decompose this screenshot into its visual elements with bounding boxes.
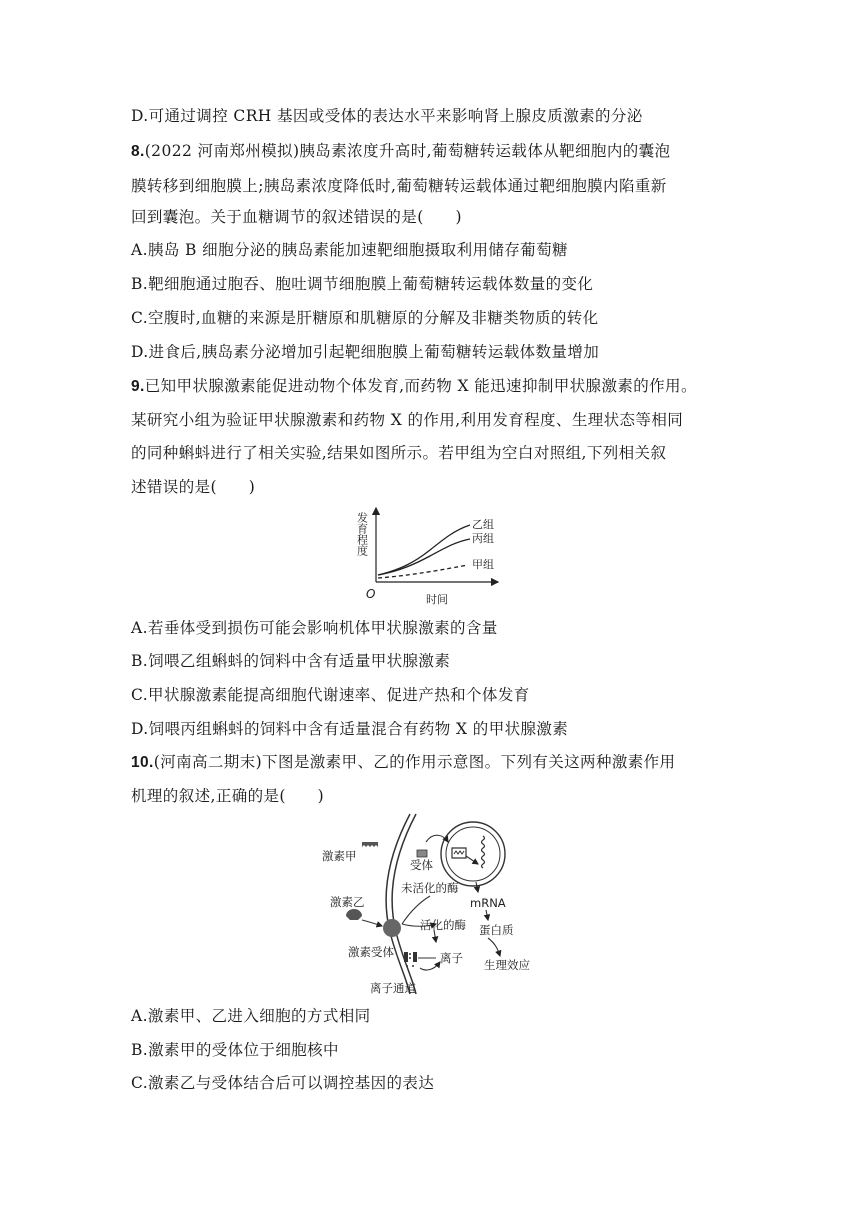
origin-label: O bbox=[366, 587, 376, 601]
hormone-b-icon bbox=[346, 909, 362, 920]
q8-option-c: C.空腹时,血糖的来源是肝糖原和肌糖原的分解及非糖类物质的转化 bbox=[131, 309, 599, 327]
q10-option-a: A.激素甲、乙进入细胞的方式相同 bbox=[131, 1007, 371, 1025]
q8-number: 8. bbox=[131, 143, 145, 160]
q10-stem-line-2: 机理的叙述,正确的是( ) bbox=[131, 787, 325, 805]
label-ion-channel: 离子通道 bbox=[370, 981, 416, 995]
q9-option-a: A.若垂体受到损伤可能会影响机体甲状腺激素的含量 bbox=[131, 619, 498, 637]
nucleus-outer bbox=[441, 822, 505, 886]
q8-option-a: A.胰岛 B 细胞分泌的胰岛素能加速靶细胞摄取利用储存葡萄糖 bbox=[131, 241, 568, 259]
cytoplasm-receptor bbox=[417, 850, 427, 857]
label-receptor: 受体 bbox=[410, 858, 433, 872]
label-protein: 蛋白质 bbox=[479, 923, 514, 937]
q9-stem-line-4: 述错误的是( ) bbox=[131, 478, 256, 496]
y-axis-label: 发育程度 bbox=[355, 512, 369, 556]
label-active-enzyme: 活化的酶 bbox=[420, 918, 466, 932]
dna-coil bbox=[482, 836, 485, 868]
q8-option-d: D.进食后,胰岛素分泌增加引起靶细胞膜上葡萄糖转运载体数量增加 bbox=[131, 343, 600, 361]
q9-number: 9. bbox=[131, 378, 145, 395]
label-hormone-a: 激素甲 bbox=[322, 849, 357, 863]
label-ion: 离子 bbox=[440, 951, 463, 965]
q8-option-b: B.靶细胞通过胞吞、胞吐调节细胞膜上葡萄糖转运载体数量的变化 bbox=[131, 275, 594, 293]
label-hormone-receptor: 激素受体 bbox=[348, 945, 394, 959]
series-yi-label: 乙组 bbox=[472, 518, 494, 531]
q9-stem-line-1: 9.已知甲状腺激素能促进动物个体发育,而药物 X 能迅速抑制甲状腺激素的作用。 bbox=[131, 377, 697, 395]
series-bing-line bbox=[378, 539, 470, 575]
q9-option-d: D.饲喂丙组蝌蚪的饲料中含有适量混合有药物 X 的甲状腺激素 bbox=[131, 720, 569, 738]
label-effect: 生理效应 bbox=[484, 958, 530, 972]
q10-stem-line-1: 10.(河南高二期末)下图是激素甲、乙的作用示意图。下列有关这两种激素作用 bbox=[131, 753, 676, 771]
series-bing-label: 丙组 bbox=[472, 532, 494, 545]
q10-option-c: C.激素乙与受体结合后可以调控基因的表达 bbox=[131, 1074, 435, 1092]
q8-stem-line-3: 回到囊泡。关于血糖调节的叙述错误的是( ) bbox=[131, 208, 462, 226]
x-axis-label: 时间 bbox=[426, 593, 448, 606]
q9-development-chart bbox=[350, 502, 520, 607]
q8-stem-line-1: 8.(2022 河南郑州模拟)胰岛素浓度升高时,葡萄糖转运载体从靶细胞内的囊泡 bbox=[131, 142, 671, 160]
membrane-hormone-receptor bbox=[383, 919, 401, 937]
cell-membrane-inner bbox=[392, 814, 416, 994]
q9-option-b: B.饲喂乙组蝌蚪的饲料中含有适量甲状腺激素 bbox=[131, 652, 451, 670]
series-jia-label: 甲组 bbox=[472, 558, 494, 571]
label-inactive-enzyme: 未活化的酶 bbox=[401, 881, 459, 895]
q10-number: 10. bbox=[131, 754, 154, 771]
q9-stem-line-3: 的同种蝌蚪进行了相关实验,结果如图所示。若甲组为空白对照组,下列相关叙 bbox=[131, 444, 667, 462]
q8-stem-line-2: 膜转移到细胞膜上;胰岛素浓度降低时,葡萄糖转运载体通过靶细胞膜内陷重新 bbox=[131, 177, 667, 195]
label-hormone-b: 激素乙 bbox=[330, 895, 365, 909]
hormone-a-icon bbox=[362, 842, 378, 847]
q9-option-c: C.甲状腺激素能提高细胞代谢速率、促进产热和个体发育 bbox=[131, 686, 530, 704]
label-mrna: mRNA bbox=[470, 896, 506, 910]
q10-hormone-diagram bbox=[318, 812, 548, 997]
q10-option-b: B.激素甲的受体位于细胞核中 bbox=[131, 1041, 339, 1059]
q7-option-d: D.可通过调控 CRH 基因或受体的表达水平来影响肾上腺皮质激素的分泌 bbox=[131, 107, 643, 125]
q9-stem-line-2: 某研究小组为验证甲状腺激素和药物 X 的作用,利用发育程度、生理状态等相同 bbox=[131, 411, 684, 429]
